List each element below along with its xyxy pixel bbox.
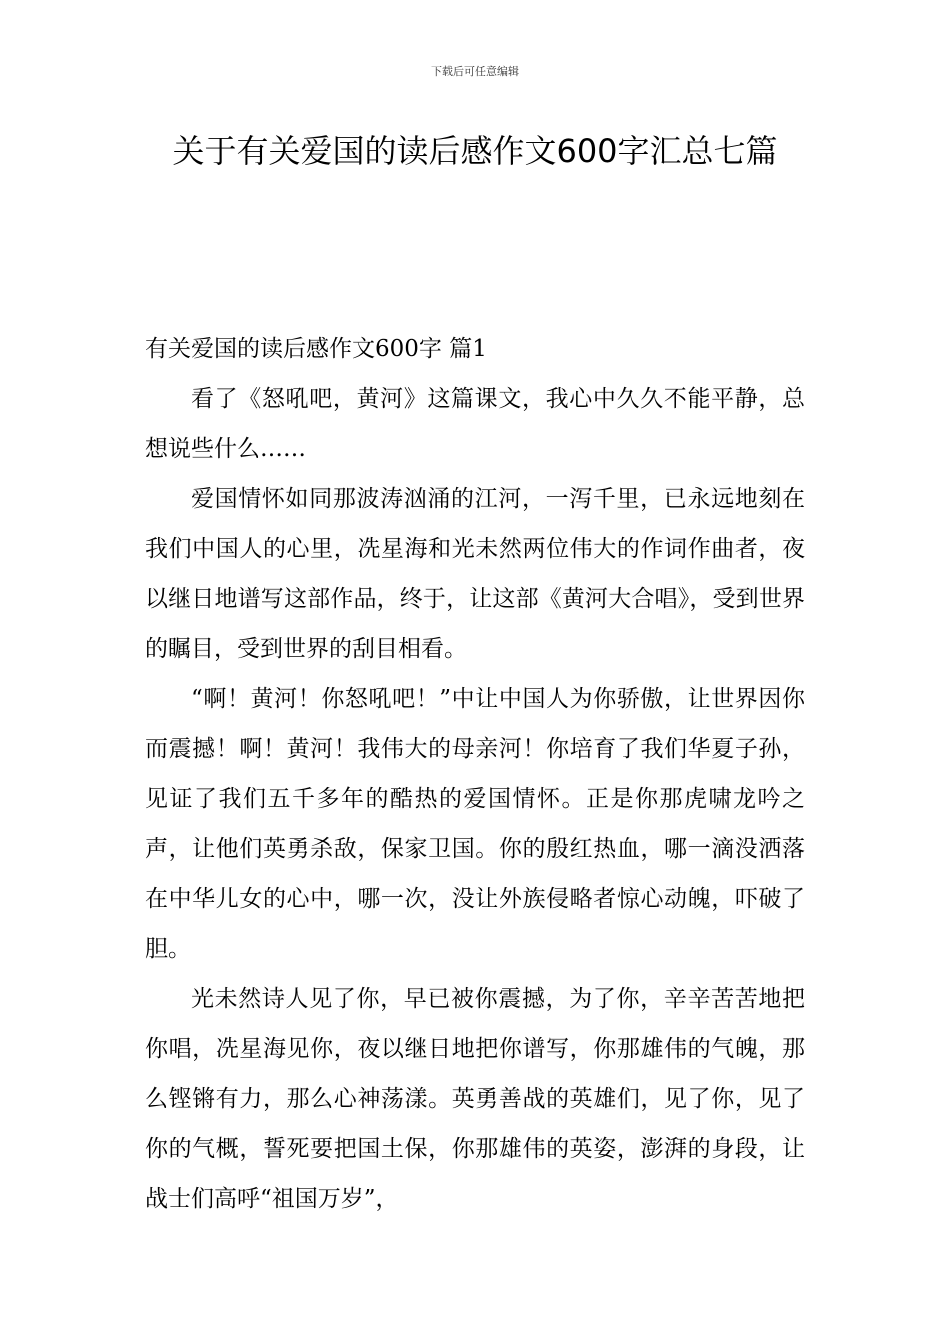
paragraph: “啊！黄河！你怒吼吧！”中让中国人为你骄傲，让世界因你而震撼！啊！黄河！我伟大的母亲河！你培育了我们华夏子孙，见证了我们五千多年的酷热的爱国情怀。正是你那虎啸龙吟之声，让他们英勇杀敌，保家卫国。你的殷红热血，哪一滴没洒落在中华儿女的心中，哪一次，没让外族侵略者惊心动魄，吓破了胆。 bbox=[145, 686, 805, 962]
section-heading: 有关爱国的读后感作文600字 篇1 bbox=[145, 336, 487, 362]
document-title: 关于有关爱国的读后感作文600字汇总七篇 bbox=[172, 132, 778, 170]
paragraph: 光未然诗人见了你，早已被你震撼，为了你，辛辛苦苦地把你唱，冼星海见你，夜以继日地把你谱写，你那雄伟的气魄，那么铿锵有力，那么心神荡漾。英勇善战的英雄们，见了你，见了你的气概，誓死要把国土保，你那雄伟的英姿，澎湃的身段，让战士们高呼“祖国万岁”， bbox=[145, 986, 805, 1212]
paragraph: 看了《怒吼吧，黄河》这篇课文，我心中久久不能平静，总想说些什么…… bbox=[145, 386, 805, 462]
document-body bbox=[145, 324, 805, 1224]
paragraph: 爱国情怀如同那波涛汹涌的江河，一泻千里，已永远地刻在我们中国人的心里，冼星海和光未然两位伟大的作词作曲者，夜以继日地谱写这部作品，终于，让这部《黄河大合唱》，受到世界的瞩目，受到世界的刮目相看。 bbox=[145, 486, 805, 662]
header-note: 下载后可任意编辑 bbox=[431, 65, 519, 78]
